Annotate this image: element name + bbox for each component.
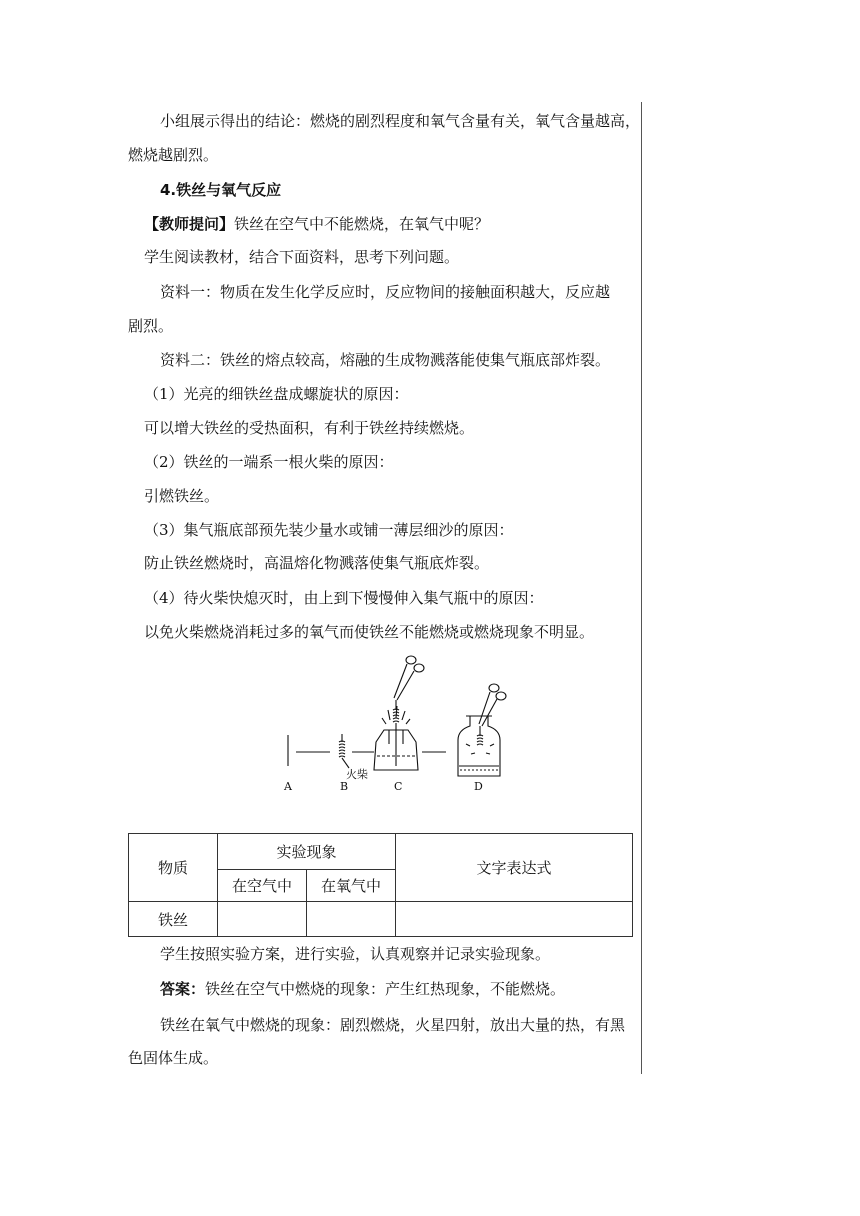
right-margin-line: [641, 102, 642, 1074]
paragraph-line: 剧烈。: [128, 317, 174, 335]
figure-label-c: C: [394, 780, 403, 793]
question-line: （3）集气瓶底部预先装少量水或铺一薄层细沙的原因：: [144, 521, 514, 539]
figure-label-d: D: [474, 780, 483, 793]
phenomenon-table: [128, 833, 633, 937]
header-in-oxygen: 在氧气中: [307, 870, 396, 902]
row-iron-wire-air: [218, 902, 307, 937]
row-iron-wire-expression: [396, 902, 633, 937]
answer-label: 答案：: [160, 980, 206, 998]
tongs-c: [393, 656, 424, 766]
answer-text: 铁丝在空气中燃烧的现象：产生红热现象，不能燃烧。: [205, 980, 566, 998]
question-line: （1）光亮的细铁丝盘成螺旋状的原因：: [144, 385, 409, 403]
figure-label-a: A: [284, 780, 292, 793]
teacher-question-label: 【教师提问】: [144, 215, 235, 233]
teacher-question: [144, 214, 489, 234]
row-iron-wire-material: 铁丝: [129, 902, 218, 937]
header-expression: 文字表达式: [396, 834, 633, 902]
paragraph-line: 燃烧越剧烈。: [128, 146, 219, 164]
experiment-figure: [270, 648, 530, 798]
teacher-question-text: 铁丝在空气中不能燃烧，在氧气中呢？: [234, 215, 490, 233]
question-line: （4）待火柴快熄灭时，由上到下慢慢伸入集气瓶中的原因：: [144, 589, 544, 607]
header-phenomenon: 实验现象: [218, 834, 396, 870]
answer-paragraph: [160, 979, 565, 999]
coiled-wire-b: [339, 734, 349, 768]
paragraph-line: 小组展示得出的结论：燃烧的剧烈程度和氧气含量有关，氧气含量越高，: [160, 112, 641, 130]
answer-line: 引燃铁丝。: [144, 487, 220, 505]
header-in-air: 在空气中: [218, 870, 307, 902]
gas-bottle-d: [458, 716, 500, 776]
match-label: 火柴: [346, 768, 368, 781]
paragraph-line: 铁丝在氧气中燃烧的现象：剧烈燃烧，火星四射，放出大量的热，有黑: [160, 1016, 626, 1034]
answer-line: 防止铁丝燃烧时，高温熔化物溅落使集气瓶底炸裂。: [144, 554, 490, 572]
tongs-d: [477, 684, 506, 745]
header-material: 物质: [129, 834, 218, 902]
paragraph-line: 学生按照实验方案，进行实验，认真观察并记录实验现象。: [160, 945, 551, 963]
paragraph-line: 资料一：物质在发生化学反应时，反应物间的接触面积越大，反应越: [160, 283, 611, 301]
figure-label-b: B: [340, 780, 349, 793]
question-line: （2）铁丝的一端系一根火柴的原因：: [144, 453, 394, 471]
paragraph-line: 学生阅读教材，结合下面资料，思考下列问题。: [144, 248, 460, 266]
paragraph-line: 资料二：铁丝的熔点较高，熔融的生成物溅落能使集气瓶底部炸裂。: [160, 351, 611, 369]
answer-line: 以免火柴燃烧消耗过多的氧气而使铁丝不能燃烧或燃烧现象不明显。: [144, 623, 595, 641]
row-iron-wire-oxygen: [307, 902, 396, 937]
paragraph-line: 色固体生成。: [128, 1049, 219, 1067]
answer-line: 可以增大铁丝的受热面积，有利于铁丝持续燃烧。: [144, 419, 475, 437]
section-heading: 4.铁丝与氧气反应: [160, 181, 282, 199]
